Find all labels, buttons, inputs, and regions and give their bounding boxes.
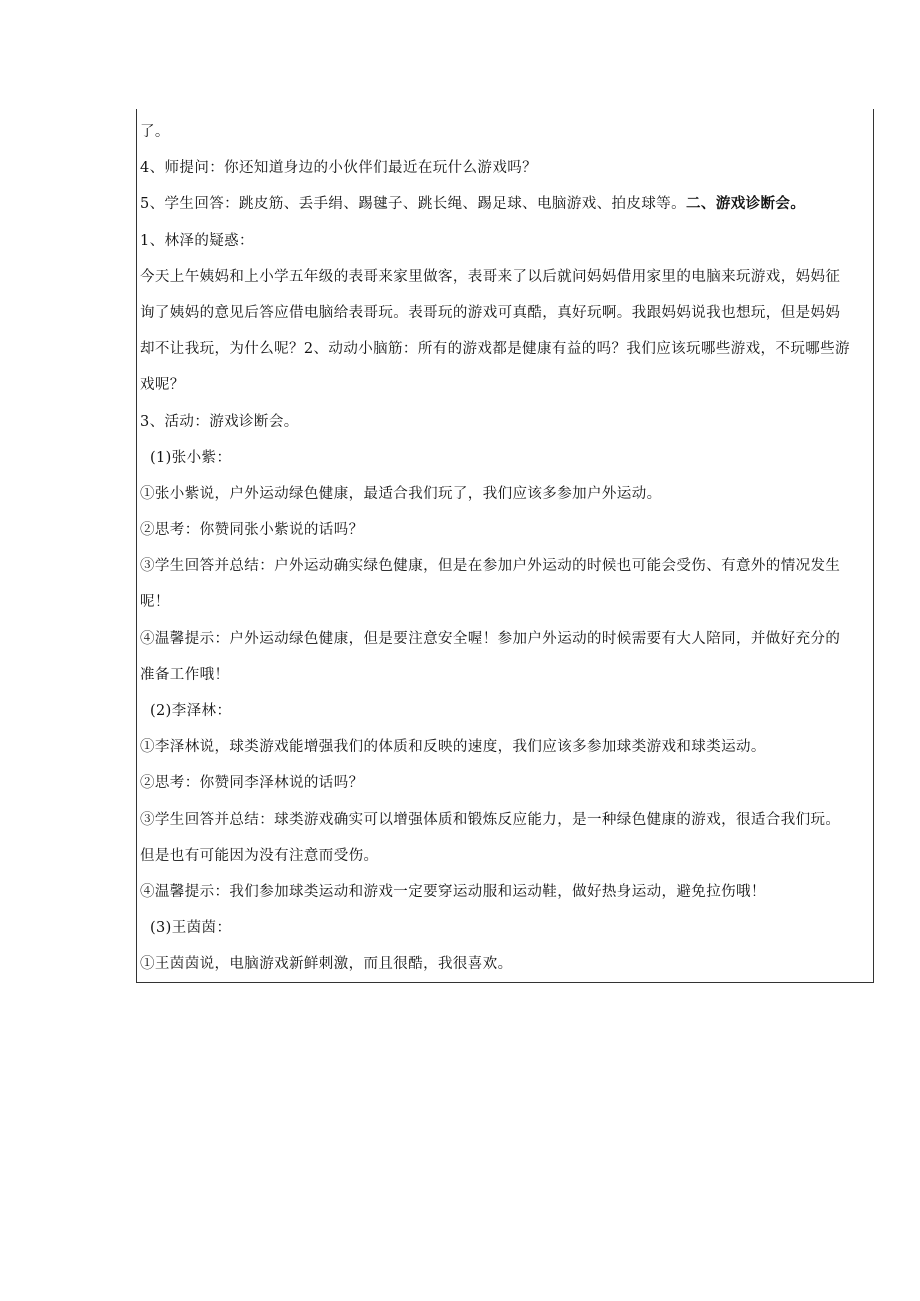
subheading: (2)李泽林： bbox=[150, 703, 232, 719]
section-heading: 二、游戏诊断会。 bbox=[686, 196, 806, 213]
text-line: 4、师提问：你还知道身边的小伙伴们最近在玩什么游戏吗？ bbox=[140, 160, 538, 177]
text-line: 但是也有可能因为没有注意而受伤。 bbox=[140, 847, 379, 864]
text-line: 却不让我玩，为什么呢？2、动动小脑筋：所有的游戏都是健康有益的吗？我们应该玩哪些游戏，不玩哪些游 bbox=[140, 341, 850, 358]
text-line: 1、林泽的疑惑： bbox=[140, 232, 254, 249]
text-line: 询了姨妈的意见后答应借电脑给表哥玩。表哥玩的游戏可真酷，真好玩啊。我跟妈妈说我也想玩，但是妈妈 bbox=[140, 304, 841, 321]
text-line: ④温馨提示：我们参加球类运动和游戏一定要穿运动服和运动鞋，做好热身运动，避免拉伤哦！ bbox=[140, 883, 766, 900]
text-line: 了。 bbox=[140, 124, 170, 140]
text-line: ③学生回答并总结：球类游戏确实可以增强体质和锻炼反应能力，是一种绿色健康的游戏，很适合我们玩。 bbox=[140, 811, 841, 828]
subheading: (1)张小紫： bbox=[150, 449, 232, 466]
text-line: ②思考：你赞同李泽林说的话吗？ bbox=[140, 775, 364, 792]
text-line: ①张小紫说，户外运动绿色健康，最适合我们玩了，我们应该多参加户外运动。 bbox=[140, 485, 662, 502]
text-line: ④温馨提示：户外运动绿色健康，但是要注意安全喔！参加户外运动的时候需要有大人陪同，并做好充分的 bbox=[140, 630, 841, 647]
text-line: 准备工作哦！ bbox=[140, 666, 230, 683]
text-line: ①王茵茵说，电脑游戏新鲜刺激，而且很酷，我很喜欢。 bbox=[140, 956, 513, 973]
lesson-content bbox=[140, 118, 872, 987]
text-line: ①李泽林说，球类游戏能增强我们的体质和反映的速度，我们应该多参加球类游戏和球类运动。 bbox=[140, 739, 766, 756]
text-line: ②思考：你赞同张小紫说的话吗？ bbox=[140, 522, 364, 539]
text-line: 呢！ bbox=[140, 594, 170, 611]
text-line: 戏呢？ bbox=[140, 377, 185, 394]
subheading: (3)王茵茵： bbox=[150, 920, 232, 937]
text-line: 今天上午姨妈和上小学五年级的表哥来家里做客，表哥来了以后就问妈妈借用家里的电脑来玩游戏，妈妈征 bbox=[140, 268, 841, 285]
text-line: ③学生回答并总结：户外运动确实绿色健康，但是在参加户外运动的时候也可能会受伤、有意外的情况发生 bbox=[140, 558, 841, 575]
text-line: 3、活动：游戏诊断会。 bbox=[140, 413, 299, 430]
text-line: 5、学生回答：跳皮筋、丢手绢、踢毽子、跳长绳、踢足球、电脑游戏、拍皮球等。二、游戏诊断会。 bbox=[140, 196, 806, 213]
